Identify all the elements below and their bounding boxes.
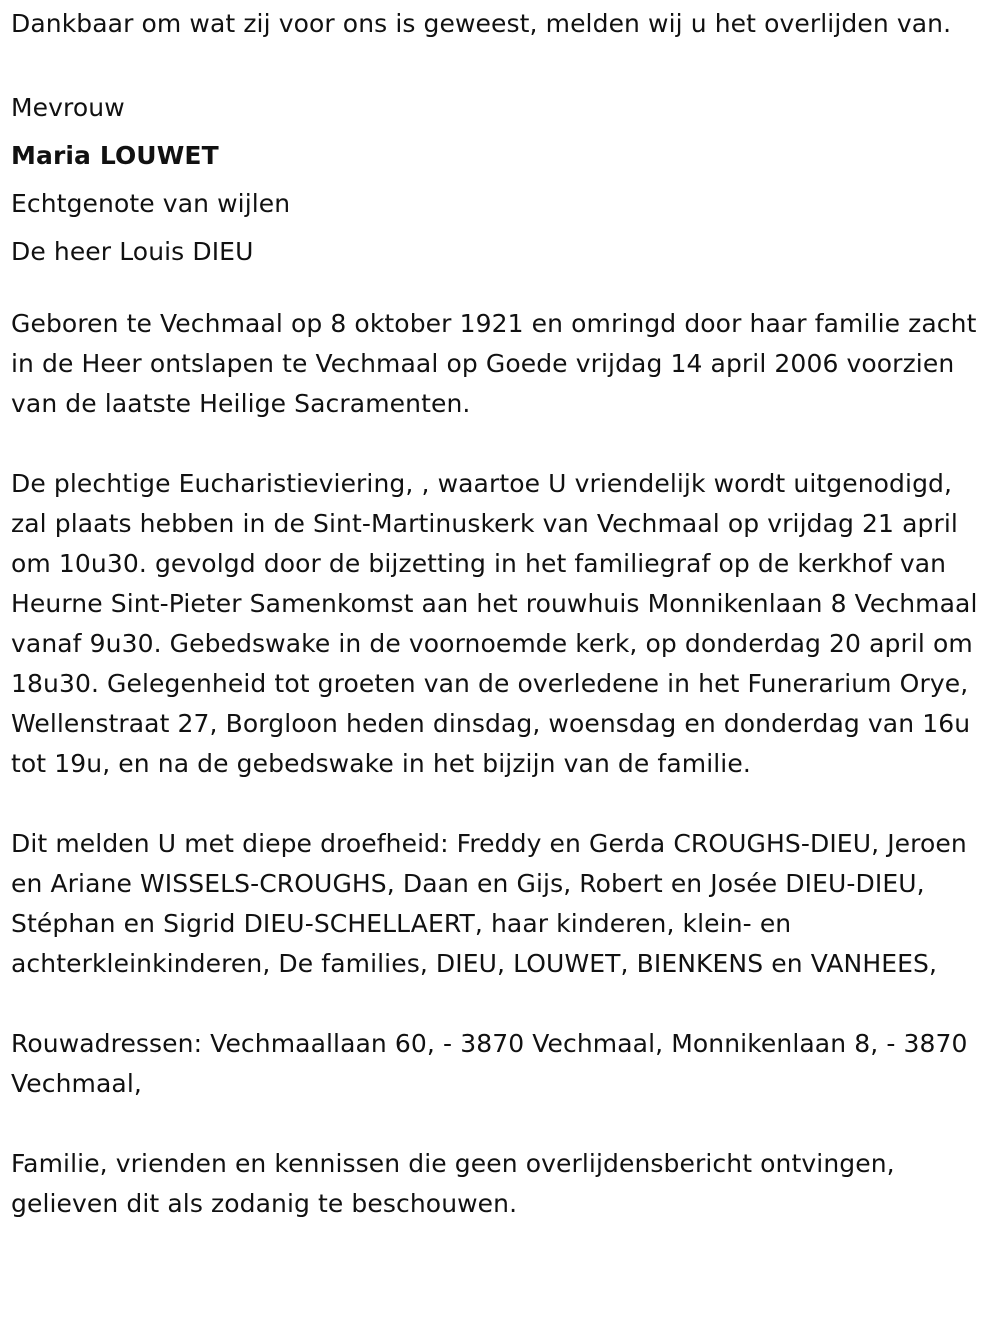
deceased-name: Maria LOUWET [11, 141, 219, 170]
spacer [11, 424, 986, 464]
spacer [11, 984, 986, 1024]
honorific: Mevrouw [11, 93, 125, 122]
obituary-notice [11, 4, 986, 1224]
birth-death-paragraph: Geboren te Vechmaal op 8 oktober 1921 en omringd door haar familie zacht in de Heer ontslapen te Vechmaal op Goede vrijdag 14 april 2006 voorzien van de laatste Heilige Sacramenten. [11, 309, 977, 418]
spacer [11, 276, 986, 304]
intro-paragraph: Dankbaar om wat zij voor ons is geweest, melden wij u het overlijden van. [11, 9, 952, 38]
closing-paragraph: Familie, vrienden en kennissen die geen overlijdensbericht ontvingen, gelieven dit als zodanig te beschouwen. [11, 1149, 895, 1218]
spacer [11, 1104, 986, 1144]
ceremony-paragraph: De plechtige Eucharistieviering, , waartoe U vriendelijk wordt uitgenodigd, zal plaats hebben in de Sint-Martinuskerk van Vechmaal op vrijdag 21 april om 10u30. gevolgd door de bijzetting in het familiegraf op de kerkhof van Heurne Sint-Pieter Samenkomst aan het rouwhuis Monnikenlaan 8 Vechmaal vanaf 9u30. Gebedswake in de voornoemde kerk, op donderdag 20 april om 18u30. Gelegenheid tot groeten van de overledene in het Funerarium Orye, Wellenstraat 27, Borgloon heden dinsdag, woensdag en donderdag van 16u tot 19u, en na de gebedswake in het bijzijn van de familie. [11, 469, 978, 778]
family-paragraph: Dit melden U met diepe droefheid: Freddy en Gerda CROUGHS-DIEU, Jeroen en Ariane WISSELS-CROUGHS, Daan en Gijs, Robert en Josée DIEU-DIEU, Stéphan en Sigrid DIEU-SCHELLAERT, haar kinderen, klein- en achterkleinkinderen, De families, DIEU, LOUWET, BIENKENS en VANHEES, [11, 829, 967, 978]
spacer [11, 44, 986, 84]
spouse-line-1: Echtgenote van wijlen [11, 189, 291, 218]
spouse-line-2: De heer Louis DIEU [11, 237, 254, 266]
deceased-name-line [11, 132, 986, 180]
addresses-paragraph: Rouwadressen: Vechmaallaan 60, - 3870 Vechmaal, Monnikenlaan 8, - 3870 Vechmaal, [11, 1029, 968, 1098]
spacer [11, 784, 986, 824]
